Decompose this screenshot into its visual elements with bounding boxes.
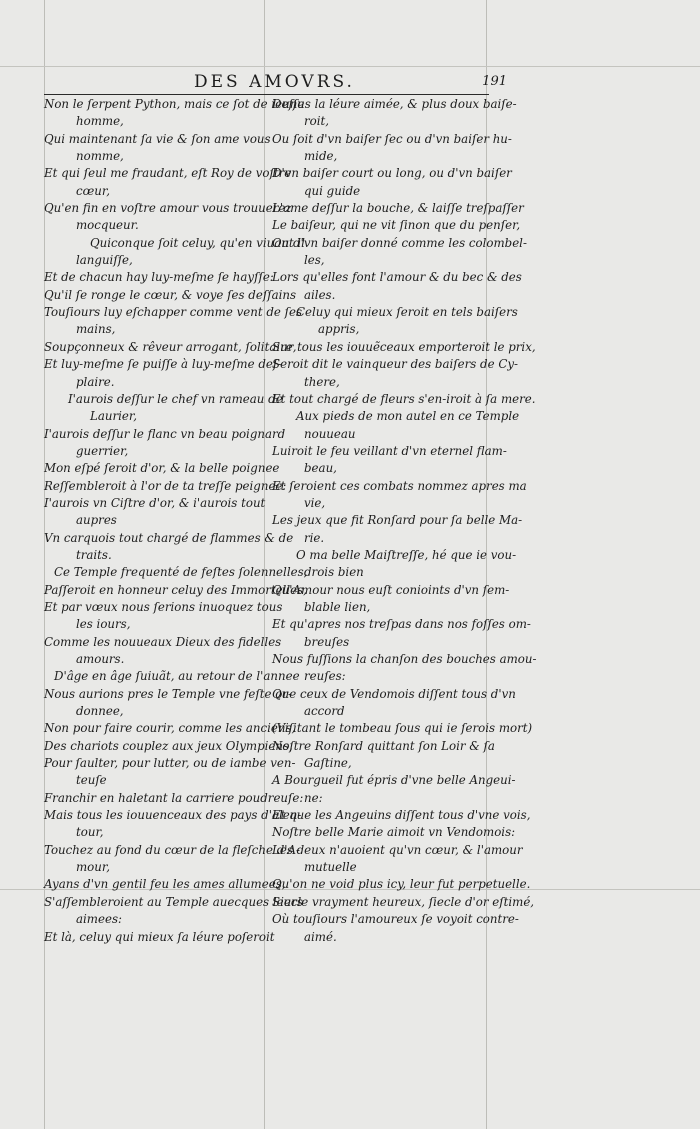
verse-line: Luiroit le feu veillant d'vn eternel flam- (272, 443, 507, 458)
verse-line: Aux pieds de mon autel en ce Temple (296, 409, 520, 424)
verse-line: Soupçonneux & rêveur arrogant, ſolitaire, (44, 339, 297, 354)
verse-line: O ma belle Maiſtreſſe, hé que ie vou- (296, 547, 517, 562)
verse-line: Et par vœux nous ſerions inuoquez tous (44, 599, 283, 614)
verse-line: (Viſitant le tombeau ſous qui ie ſerois mort) (272, 721, 533, 736)
verse-line: Et qu'apres nos treſpas dans nos foſſes om- (272, 617, 531, 632)
verse-line: tour, (76, 825, 104, 840)
verse-line: appris, (318, 322, 360, 337)
verse-line: Mais tous les iouuenceaux des pays d'alen- (44, 808, 302, 823)
verse-line: mour, (76, 860, 110, 875)
verse-line: Des chariots couplez aux jeux Olympiens, (44, 738, 293, 753)
verse-line: les iours, (76, 617, 131, 632)
verse-line: Sur tous les iouuẽceaux emporteroit le prix, (272, 339, 536, 354)
verse-line: Siecle vrayment heureux, ſiecle d'or eſtimé, (272, 894, 535, 909)
verse-line: Qu'Amour nous euſt conioints d'vn ſem- (272, 582, 510, 597)
verse-line: donnee, (76, 704, 124, 719)
verse-line: blable lien, (304, 599, 371, 614)
verse-line: Et là, celuy qui mieux ſa léure poſeroit (44, 929, 275, 944)
verse-line: A Bourgueil fut épris d'vne belle Angeui- (272, 773, 516, 788)
verse-line: Laurier, (90, 409, 137, 424)
verse-line: Lors qu'elles font l'amour & du bec & des (272, 270, 522, 285)
verse-line: ailes. (304, 287, 336, 302)
verse-line: Ce Temple frequenté de feſtes ſolennelles, (54, 565, 308, 580)
verse-line: Et que les Angeuins diſſent tous d'vne vois, (272, 808, 531, 823)
verse-line: Les jeux que fit Ronſard pour ſa belle Ma- (272, 513, 523, 528)
verse-line: Et de chacun hay luy-meſme ſe hayſſe: (44, 270, 274, 285)
verse-line: roit, (304, 114, 330, 129)
left-text-column (44, 96, 308, 946)
verse-line: mutuelle (304, 860, 357, 875)
verse-line: Gaſtine, (304, 756, 352, 771)
verse-line: mocqueur. (76, 218, 139, 233)
verse-line: cœur, (76, 183, 110, 198)
verse-line: Mon eſpé ſeroit d'or, & la belle poignee (44, 461, 280, 476)
verse-line: Seroit dit le vainqueur des baiſers de Cy- (272, 357, 519, 372)
verse-line: Ou d'vn baiſer donné comme les colombel- (272, 235, 527, 250)
verse-line: L'ame deſſur la bouche, & laiſſe treſpaſſer (272, 201, 524, 216)
verse-line: Franchir en haletant la carriere poudreuſe: (44, 790, 304, 805)
verse-line: accord (304, 704, 345, 719)
verse-line: Deſſus la léure aimée, & plus doux baiſe- (272, 97, 517, 111)
verse-line: D'âge en âge ſuiuãt, au retour de l'annee (54, 669, 300, 684)
verse-line: Où touſiours l'amoureux ſe voyoit contre- (272, 912, 519, 927)
verse-line: Touchez au fond du cœur de la fleſche d'A- (44, 842, 301, 857)
verse-line: homme, (76, 114, 124, 129)
verse-line: Qui maintenant ſa vie & ſon ame vous (44, 131, 271, 146)
verse-line: I'aurois deſſur le chef vn rameau de (68, 391, 283, 406)
page-number: 191 (482, 74, 507, 89)
verse-line: qui guide (304, 183, 361, 198)
verse-line: Non le ſerpent Python, mais ce ſot de ieune (44, 97, 305, 111)
verse-line: Que ceux de Vendomois diſſent tous d'vn (272, 686, 516, 701)
verse-line: beau, (304, 461, 337, 476)
verse-line: aupres (76, 513, 117, 528)
verse-line: Et qui ſeul me fraudant, eſt Roy de voſtre (44, 166, 292, 181)
verse-line: Qu'il ſe ronge le cœur, & voye ſes deſſains (44, 287, 297, 302)
verse-line: Nous aurions pres le Temple vne feſte or- (44, 686, 292, 701)
verse-line: mains, (76, 322, 116, 337)
verse-line: mide, (304, 149, 338, 164)
verse-line: Non pour faire courir, comme les anciens, (44, 721, 296, 736)
verse-line: plaire. (76, 374, 115, 389)
right-text-column (272, 96, 537, 946)
verse-line: Vn carquois tout chargé de flammes & de (44, 530, 294, 545)
running-title: DES AMOVRS. (194, 72, 355, 92)
verse-line: reuſes: (304, 669, 346, 684)
verse-line: Nous fuſſions la chanſon des bouches amou- (272, 652, 537, 666)
verse-line: traits. (76, 547, 112, 562)
verse-line: les, (304, 253, 325, 268)
verse-line: aimees: (76, 912, 122, 927)
verse-line: Les deux n'auoient qu'vn cœur, & l'amour (272, 842, 523, 857)
verse-line: Noſtre belle Marie aimoit vn Vendomois: (272, 825, 516, 840)
verse-line: Et tout chargé de fleurs s'en-iroit à ſa mere. (272, 391, 536, 406)
verse-line: drois bien (304, 565, 364, 580)
page-header (44, 72, 507, 95)
verse-line: teuſe (76, 773, 107, 788)
verse-line: ne: (304, 790, 323, 805)
verse-line: guerrier, (76, 443, 129, 458)
verse-line: nouueau (304, 426, 356, 441)
verse-line: Ou ſoit d'vn baiſer ſec ou d'vn baiſer hu- (272, 131, 512, 146)
verse-line: D'vn baiſer court ou long, ou d'vn baiſer (272, 166, 512, 181)
verse-line: Paſſeroit en honneur celuy des Immortelles, (44, 582, 307, 597)
verse-line: S'aſſembleroient au Temple auecques leurs (44, 894, 303, 909)
verse-line: I'aurois vn Ciſtre d'or, & i'aurois tout (44, 495, 266, 510)
verse-line: Reſſembleroit à l'or de ta treſſe peignee: (44, 478, 287, 493)
verse-line: I'aurois deſſur le flanc vn beau poignard (44, 426, 286, 441)
verse-line: Quiconque ſoit celuy, qu'en viuant il (90, 235, 305, 250)
verse-line: there, (304, 374, 340, 389)
verse-line: aimé. (304, 929, 337, 944)
verse-line: Qu'en fin en voſtre amour vous trouuerez (44, 201, 292, 216)
verse-line: languiſſe, (76, 253, 133, 268)
verse-line: Et luy-meſme ſe puiſſe à luy-meſme deſ- (44, 357, 282, 372)
verse-line: Ayans d'vn gentil feu les ames allumees, (44, 877, 286, 892)
verse-line: Celuy qui mieux ſeroit en tels baiſers (296, 305, 518, 320)
verse-line: Comme les nouueaux Dieux des fidelles (44, 634, 282, 649)
verse-line: Pour ſaulter, pour lutter, ou de iambe ven- (44, 756, 296, 771)
verse-line: amours. (76, 652, 125, 666)
page-guide-line (0, 66, 700, 67)
verse-line: Le baiſeur, qui ne vit ſinon que du penſer, (272, 218, 521, 233)
verse-line: breuſes (304, 634, 350, 649)
verse-line: Touſiours luy eſchapper comme vent de ſes (44, 305, 303, 320)
verse-line: Qu'on ne void plus icy, leur fut perpetuelle. (272, 877, 531, 892)
verse-line: vie, (304, 495, 326, 510)
verse-line: Noſtre Ronſard quittant ſon Loir & ſa (272, 738, 495, 753)
verse-line: Et ſeroient ces combats nommez apres ma (272, 478, 527, 493)
verse-line: rie. (304, 530, 325, 545)
verse-line: nomme, (76, 149, 124, 164)
